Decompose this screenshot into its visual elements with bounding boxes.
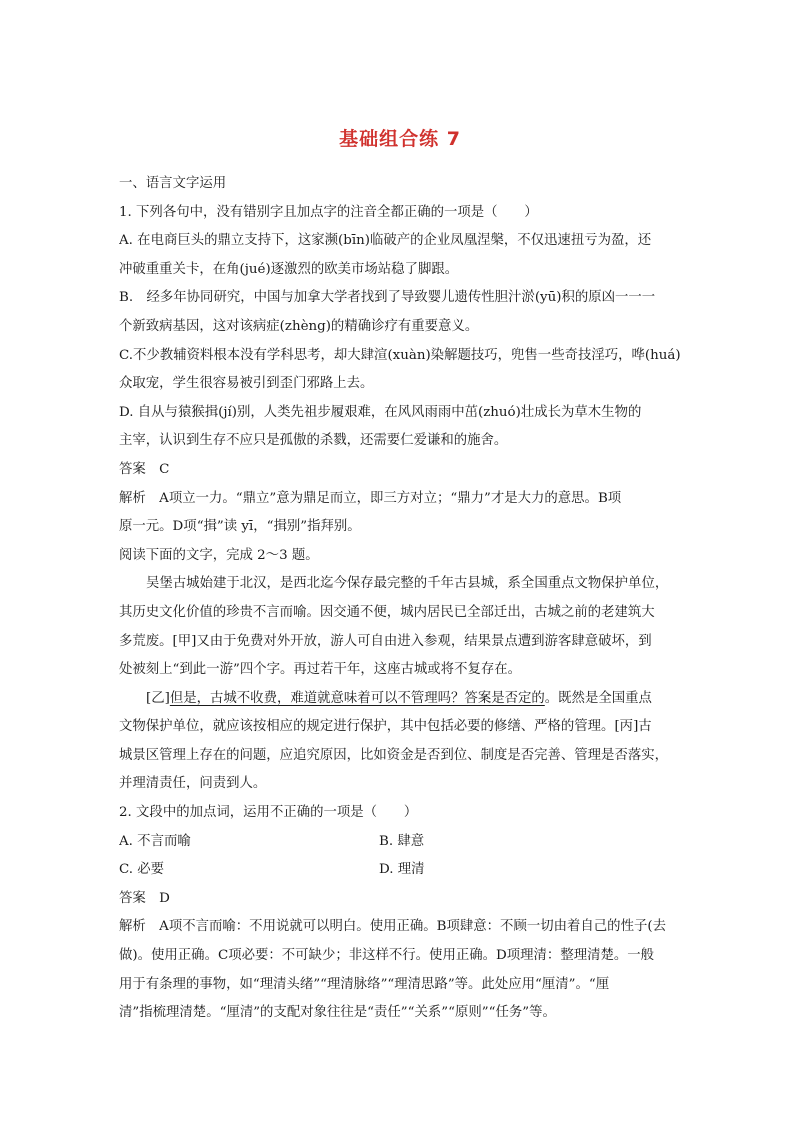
- q1-option-d-line1: D. 自从与猿猴揖(jí)别，人类先祖步履艰难，在风风雨雨中茁(zhuó)壮成长为草木生物的: [119, 404, 642, 420]
- marker-yi: [乙]: [146, 690, 170, 706]
- passage-p2-rest: 。既然是全国重点: [544, 690, 652, 706]
- passage-p1-line2: 其历史文化价值的珍贵不言而喻。因交通不便，城内居民已全部迁出，古城之前的老建筑大: [119, 604, 655, 620]
- passage-p1-line4: 处被刻上“到此一游”四个字。再过若干年，这座古城或将不复存在。: [119, 662, 522, 678]
- passage-p2-line2: 文物保护单位，就应该按相应的规定进行保护，其中包括必要的修缮、严格的管理。[丙]古: [119, 719, 652, 735]
- document-body: [119, 170, 684, 1028]
- q1-answer: 答案 C: [119, 461, 170, 477]
- q2-options-row2: [119, 856, 684, 885]
- passage-p1-line1: 吴堡古城始建于北汉，是西北迄今保存最完整的千年古县城，系全国重点文物保护单位，: [146, 576, 669, 592]
- q1-option-d-line2: 主宰，认识到生存不应只是孤傲的杀戮，还需要仁爱谦和的施舍。: [119, 433, 508, 449]
- q2-option-b: B. 肆意: [379, 833, 425, 849]
- passage-p2-line3: 城景区管理上存在的问题，应追究原因，比如资金是否到位、制度是否完善、管理是否落实，: [119, 747, 669, 763]
- q2-analysis-line3: 用于有条理的事物，如“理清头绪”“理清脉络”“理清思路”等。此处应用“厘清”。“厘: [119, 976, 610, 992]
- question-2-stem: 2. 文段中的加点词，运用不正确的一项是（ ）: [119, 805, 418, 821]
- q1-option-b-line2: 个新致病基因，这对该病症(zhèng)的精确诊疗有重要意义。: [119, 318, 479, 334]
- q2-option-c: C. 必要: [119, 862, 165, 878]
- q2-analysis-line2: 做)。使用正确。C项必要：不可缺少；非这样不行。使用正确。D项理清：整理清楚。一般: [119, 948, 655, 964]
- q2-answer: 答案 D: [119, 890, 170, 906]
- q2-options-row1: [119, 828, 684, 857]
- q2-option-d: D. 理清: [379, 862, 425, 878]
- page-title: 基础组合练 7: [339, 128, 461, 150]
- q1-option-a-line2: 冲破重重关卡，在角(jué)逐激烈的欧美市场站稳了脚跟。: [119, 261, 459, 277]
- q1-analysis-line2: 原一元。D项“揖”读 yī，“揖别”指拜别。: [119, 519, 361, 535]
- passage-p2-line1: [119, 685, 684, 714]
- q2-analysis-line1: 解析 A项不言而喻：不用说就可以明白。使用正确。B项肆意：不顾一切由着自己的性子(去: [119, 919, 666, 935]
- underlined-sentence: 但是，古城不收费，难道就意味着可以不管理吗？答案是否定的: [169, 690, 545, 706]
- passage-p1-line3: 多荒废。[甲]又由于免费对外开放，游人可自由进入参观，结果景点遭到游客肆意破坏，到: [119, 633, 652, 649]
- q1-option-a-line1: A. 在电商巨头的鼎立支持下，这家濒(bīn)临破产的企业凤凰涅槃，不仅迅速扭亏为盈，还: [119, 233, 652, 249]
- q1-option-c-line1: C.不少教辅资料根本没有学科思考，却大肆渲(xuàn)染解题技巧，兜售一些奇技淫巧，哗(huá): [119, 347, 681, 363]
- q1-analysis-line1: 解析 A项立一力。“鼎立”意为鼎足而立，即三方对立；“鼎力”才是大力的意思。B项: [119, 490, 622, 506]
- passage-p2-line4: 并理清责任，问责到人。: [119, 776, 267, 792]
- question-1-stem: 1. 下列各句中，没有错别字且加点字的注音全都正确的一项是（ ）: [119, 204, 538, 220]
- q2-analysis-line4: 清”指梳理清楚。“厘清”的支配对象往往是“责任”“关系”“原则”“任务”等。: [119, 1005, 556, 1021]
- q2-option-a: A. 不言而喻: [119, 833, 191, 849]
- q1-option-b-line1: B. 经多年协同研究，中国与加拿大学者找到了导致婴儿遗传性胆汁淤(yū)积的原凶一一一: [119, 290, 656, 306]
- q1-option-c-line2: 众取宠，学生很容易被引到歪门邪路上去。: [119, 376, 374, 392]
- reading-intro: 阅读下面的文字，完成 2～3 题。: [119, 547, 319, 563]
- section-heading: 一、语言文字运用: [119, 176, 227, 191]
